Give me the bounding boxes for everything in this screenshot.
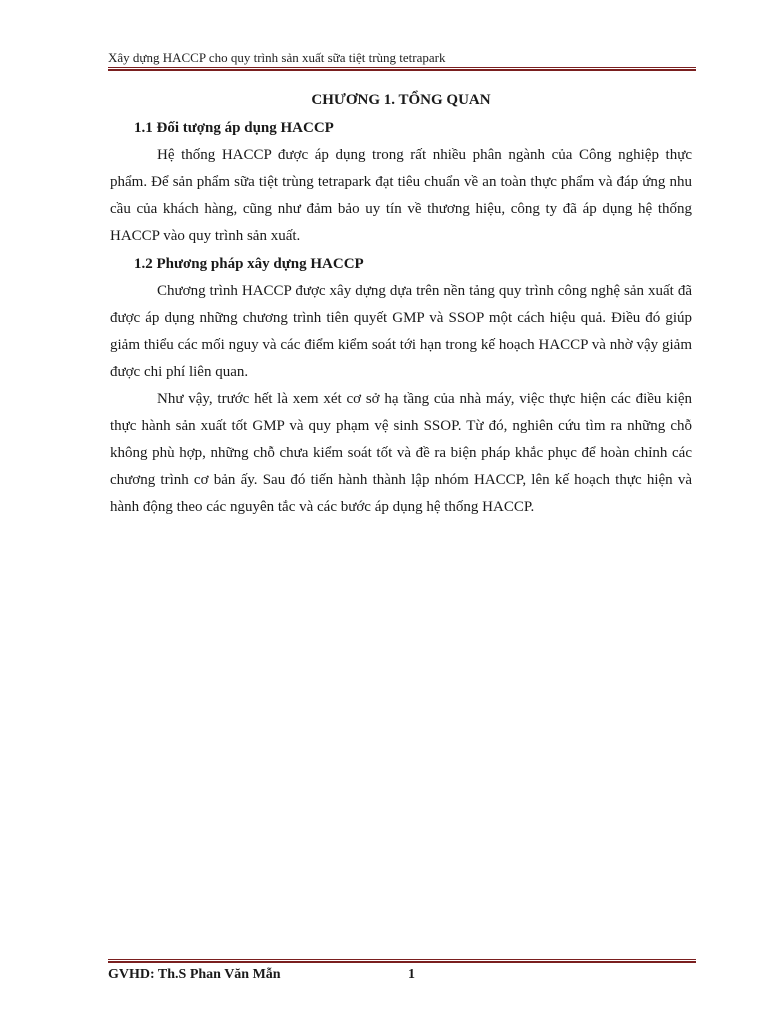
section-heading-1-2: 1.2 Phương pháp xây dựng HACCP bbox=[134, 256, 364, 272]
running-header: Xây dựng HACCP cho quy trình sản xuất sữa tiệt trùng tetrapark bbox=[108, 50, 446, 65]
paragraph: Như vậy, trước hết là xem xét cơ sở hạ tầng của nhà máy, việc thực hiện các điều kiện thực hành sản xuất tốt GMP và quy phạm vệ sinh SSOP. Từ đó, nghiên cứu tìm ra những chỗ không phù hợp, những chỗ chưa kiểm soát tốt và đề ra biện pháp khắc phục để hoàn chỉnh các chương trình cơ bản ấy. Sau đó tiến hành thành lập nhóm HACCP, lên kế hoạch thực hiện và hành động theo các nguyên tắc và các bước áp dụng hệ thống HACCP. bbox=[110, 391, 692, 515]
paragraph: Hệ thống HACCP được áp dụng trong rất nhiều phân ngành của Công nghiệp thực phẩm. Để sản phẩm sữa tiệt trùng tetrapark đạt tiêu chuẩn về an toàn thực phẩm và đáp ứng nhu cầu của khách hàng, cũng như đảm bảo uy tín về thương hiệu, công ty đã áp dụng hệ thống HACCP vào quy trình sản xuất. bbox=[110, 147, 692, 244]
chapter-title: CHƯƠNG 1. TỔNG QUAN bbox=[311, 92, 491, 108]
page-body bbox=[108, 87, 694, 521]
page-number: 1 bbox=[408, 967, 415, 982]
footer-divider bbox=[108, 959, 696, 963]
paragraph: Chương trình HACCP được xây dựng dựa trên nền tảng quy trình công nghệ sản xuất đã được áp dụng những chương trình tiên quyết GMP và SSOP một cách hiệu quả. Điều đó giúp giảm thiểu các mối nguy và các điểm kiểm soát tới hạn trong kế hoạch HACCP và nhờ vậy giảm được chi phí liên quan. bbox=[110, 283, 692, 380]
header-divider bbox=[108, 67, 696, 71]
footer-instructor: GVHD: Th.S Phan Văn Mẫn bbox=[108, 967, 281, 982]
section-heading-1-1: 1.1 Đối tượng áp dụng HACCP bbox=[134, 120, 334, 136]
